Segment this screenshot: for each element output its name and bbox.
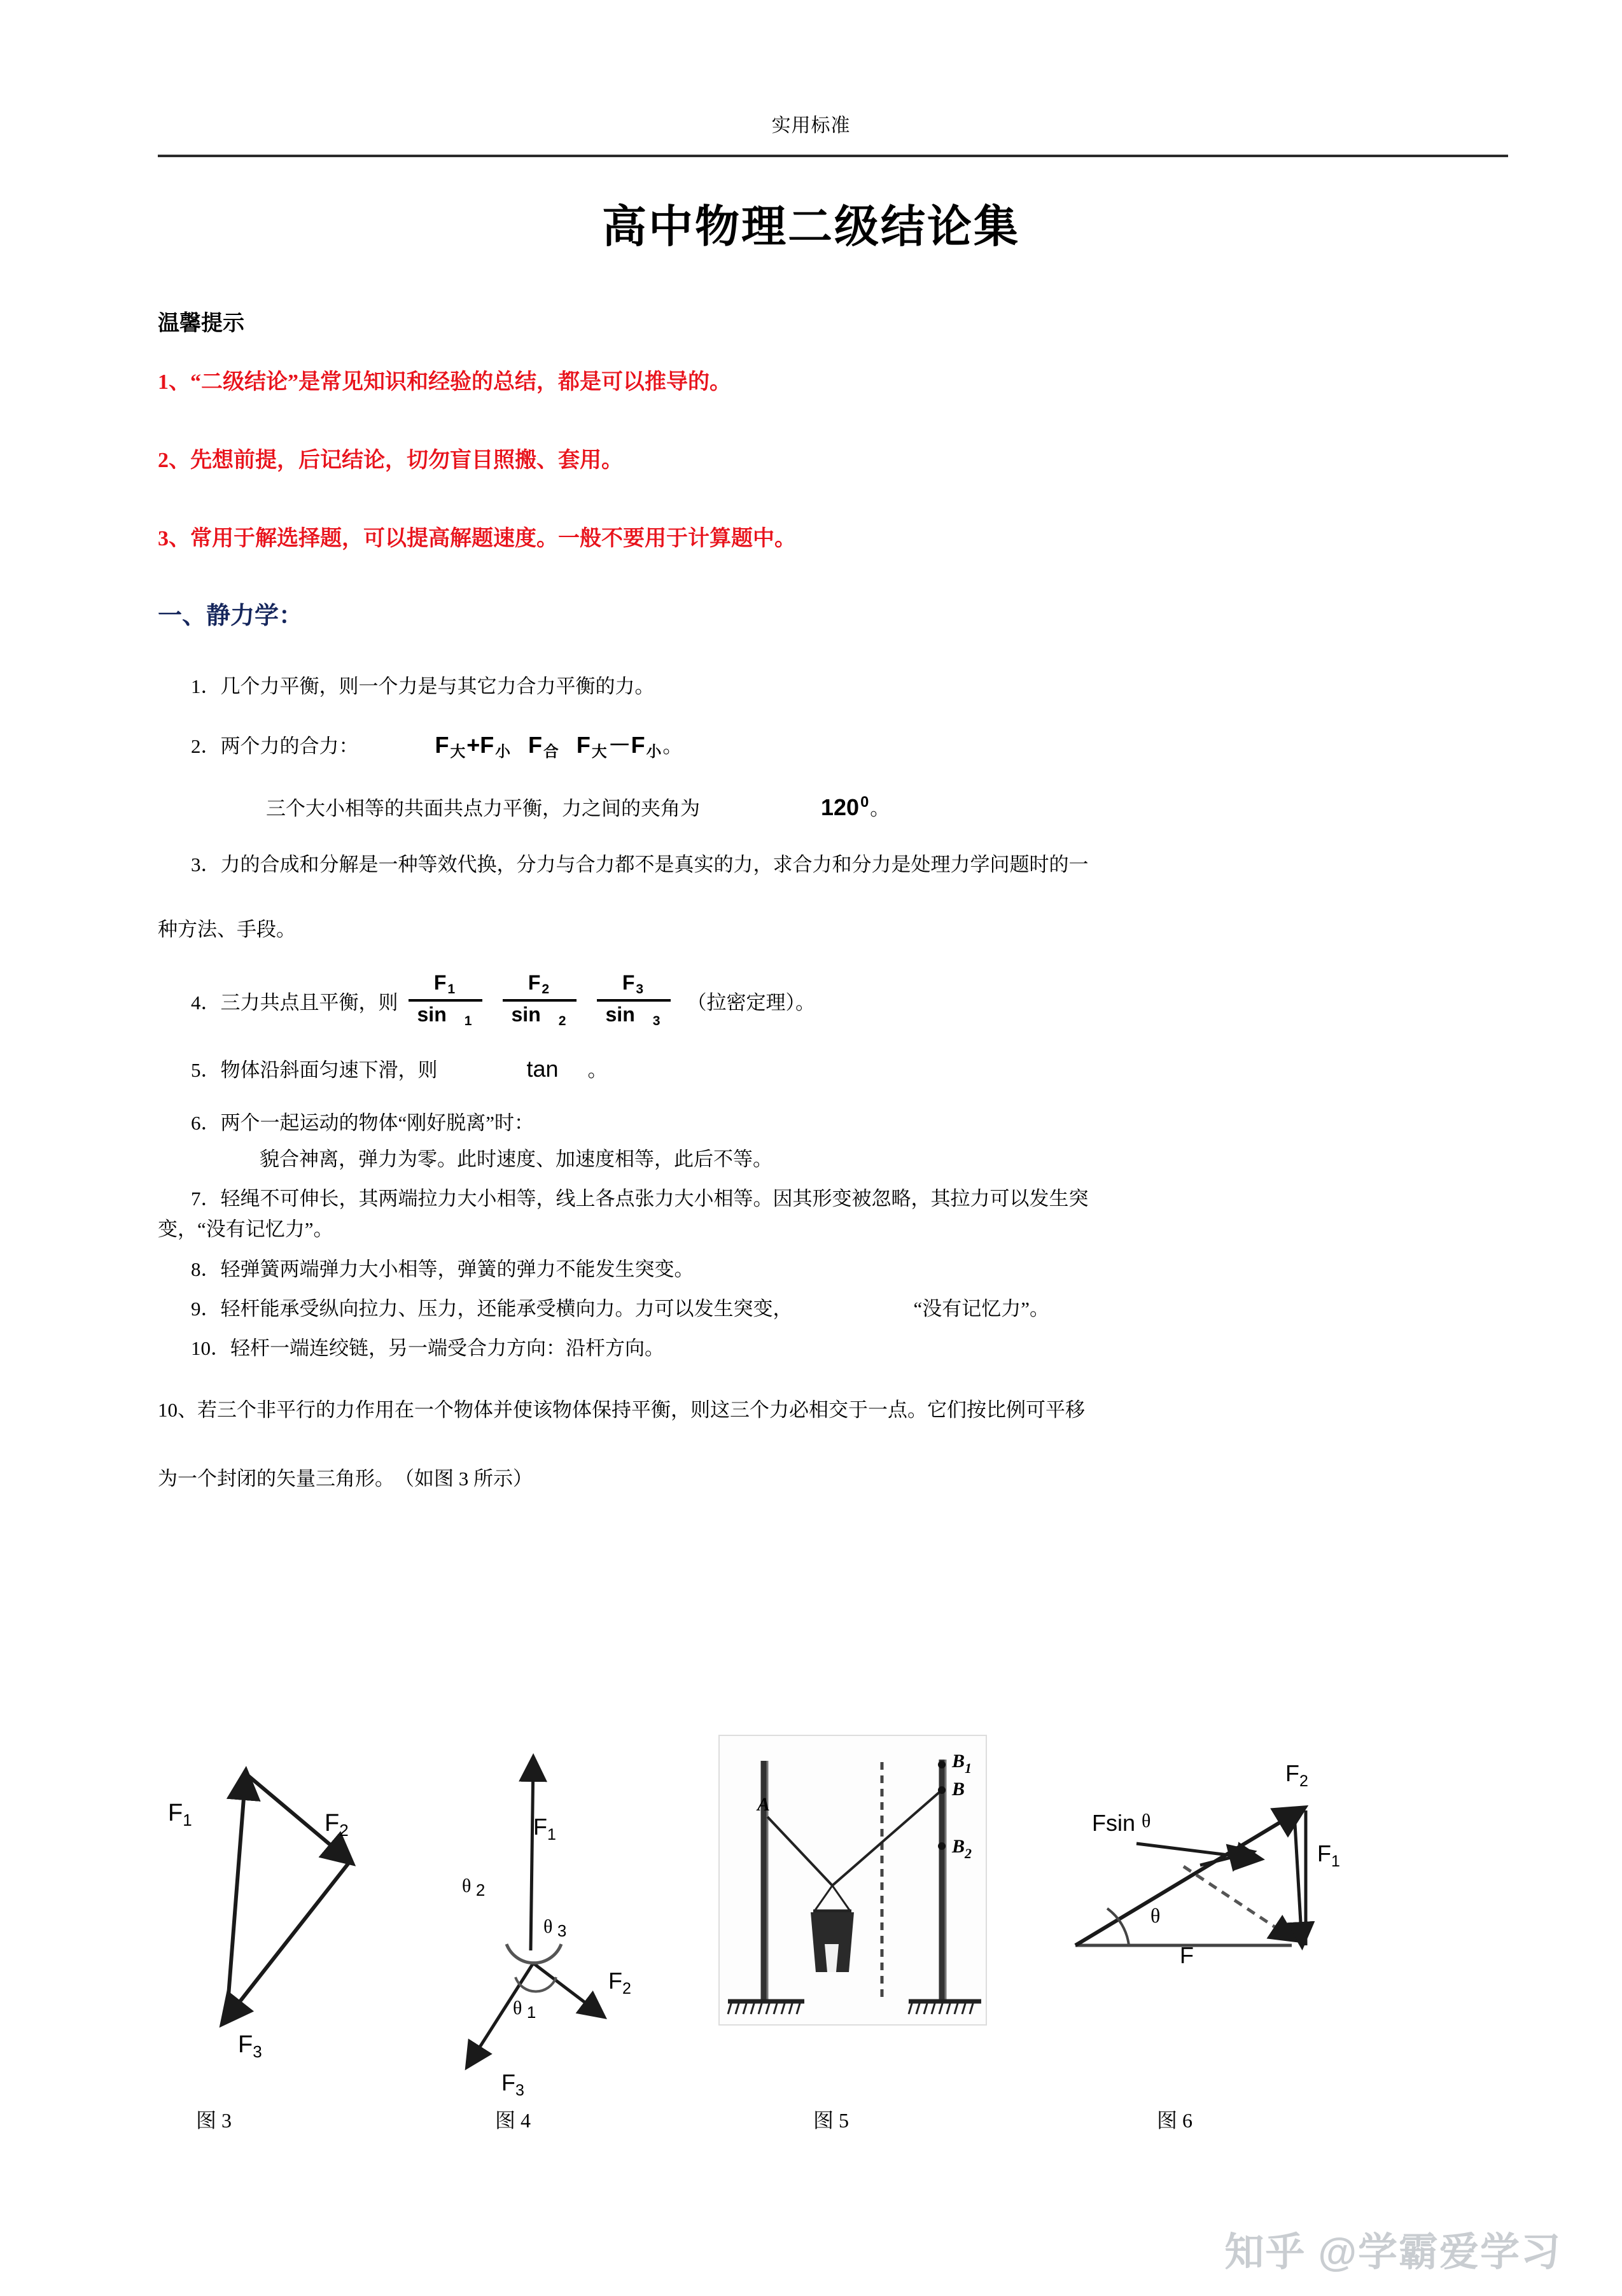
list-item-8: 8．轻弹簧两端弹力大小相等，弹簧的弹力不能发生突变。 bbox=[191, 1257, 694, 1280]
svg-text:B1: $B_1$ bbox=[952, 1751, 972, 1776]
lami-numerator-3: $F_3$ bbox=[622, 971, 644, 997]
svg-text:F3: $F_3$ bbox=[238, 2031, 262, 2061]
list-item-6-subline: 貌合神离，弹力为零。此时速度、加速度相等，此后不等。 bbox=[260, 1147, 773, 1170]
item2-formula: $F_大+F_小$ $F_合$ $F_大-F_小$ bbox=[435, 731, 662, 761]
figure-4-caption: 图 4 bbox=[495, 2109, 531, 2132]
list-item-3: 3．力的合成和分解是一种等效代换，分力与合力都不是真实的力，求合力和分力是处理力学问题时的一 bbox=[191, 853, 1089, 876]
svg-text:F2: $F_2$ bbox=[325, 1810, 349, 1840]
figure-3 bbox=[158, 1734, 438, 2132]
list-item-1: 1．几个力平衡，则一个力是与其它力合力平衡的力。 bbox=[191, 675, 655, 698]
tip-line-2: 2、先想前提，后记结论，切勿盲目照搬、套用。 bbox=[158, 449, 623, 473]
angle-120: $120^0$ bbox=[821, 794, 869, 821]
lami-numerator-2: $F_2$ bbox=[528, 971, 550, 997]
figure-4-svg bbox=[431, 1734, 711, 2116]
item4-tail: （拉密定理）。 bbox=[687, 991, 815, 1014]
lami-denominator-1: sin $_1$ bbox=[417, 1003, 472, 1029]
item5-formula: tan bbox=[526, 1056, 559, 1082]
fraction-bar bbox=[409, 999, 482, 1002]
list-item-9 bbox=[158, 1296, 1508, 1322]
item5-label: 5．物体沿斜面匀速下滑，则 bbox=[191, 1059, 438, 1082]
figure-6 bbox=[1049, 1734, 1367, 2132]
svg-text:θ 2: θ 2 bbox=[462, 1875, 486, 1900]
lami-fraction-3 bbox=[597, 972, 671, 1028]
page-title: 高中物理二级结论集 bbox=[602, 203, 1020, 252]
item9-text-a: 9．轻杆能承受纵向拉力、压力，还能承受横向力。力可以发生突变， bbox=[191, 1297, 793, 1320]
svg-text:θ 1: θ 1 bbox=[513, 1998, 536, 2022]
svg-text:Fsin θ: Fsin θ bbox=[1092, 1810, 1151, 1836]
list-item-2: 2．两个力的合力： $F_大+F_小$ $F_合$ $F_大-F_小$。 bbox=[191, 731, 683, 761]
list-item-6: 6．两个一起运动的物体“刚好脱离”时： bbox=[191, 1112, 535, 1135]
svg-text:B: B bbox=[952, 1779, 965, 1800]
lami-fraction-1 bbox=[409, 972, 482, 1028]
lami-fraction-2 bbox=[503, 972, 577, 1028]
figure-6-svg bbox=[1049, 1734, 1367, 2052]
lami-numerator-1: $F_1$ bbox=[433, 971, 456, 997]
list-item-5 bbox=[158, 1054, 1508, 1082]
svg-text:F2: $F_2$ bbox=[1285, 1760, 1308, 1790]
svg-text:F: F bbox=[1180, 1942, 1194, 1968]
figure-3-caption: 图 3 bbox=[196, 2109, 232, 2132]
svg-text:θ 3: θ 3 bbox=[543, 1916, 567, 1940]
item5-period: 。 bbox=[587, 1059, 608, 1082]
list-item-10b-continuation: 为一个封闭的矢量三角形。 （如图 3 所示） bbox=[158, 1467, 533, 1490]
item4-label: 4．三力共点且平衡，则 bbox=[191, 991, 398, 1014]
svg-text:B2: $B_2$ bbox=[952, 1836, 972, 1861]
list-item-2-subline: 三个大小相等的共面共点力平衡，力之间的夹角为 $120^0$。 bbox=[266, 794, 890, 821]
running-header: 实用标准 bbox=[771, 115, 851, 136]
tip-line-1: 1、“二级结论”是常见知识和经验的总结，都是可以推导的。 bbox=[158, 370, 731, 394]
figure-6-caption: 图 6 bbox=[1157, 2109, 1193, 2132]
svg-text:F1: $F_1$ bbox=[1317, 1840, 1340, 1870]
watermark: 知乎 @学霸爱学习 bbox=[1224, 2230, 1562, 2274]
svg-text:F2: $F_2$ bbox=[608, 1968, 631, 1998]
item2-prefix: 2．两个力的合力： bbox=[191, 734, 359, 757]
section-heading-statics: 一、静力学： bbox=[158, 603, 304, 630]
header-divider bbox=[158, 155, 1508, 157]
figure-5 bbox=[718, 1734, 1010, 2132]
svg-text:F1: $F_1$ bbox=[533, 1814, 556, 1844]
tip-line-3: 3、常用于解选择题，可以提高解题速度。一般不要用于计算题中。 bbox=[158, 527, 796, 551]
lami-denominator-3: sin $_3$ bbox=[605, 1003, 661, 1029]
figure-3-svg bbox=[158, 1734, 438, 2090]
list-item-7: 7．轻绳不可伸长，其两端拉力大小相等，线上各点张力大小相等。因其形变被忽略，其拉力可以发生突 bbox=[191, 1187, 1089, 1210]
lami-denominator-2: sin $_2$ bbox=[511, 1003, 566, 1029]
list-item-4 bbox=[158, 972, 1508, 1028]
svg-text:θ: θ bbox=[1150, 1904, 1161, 1927]
svg-text:A: A bbox=[757, 1794, 771, 1815]
tips-label: 温馨提示 bbox=[158, 312, 244, 335]
fraction-bar bbox=[503, 999, 577, 1002]
document-body bbox=[158, 305, 1508, 1491]
fraction-bar bbox=[597, 999, 671, 1002]
figure-5-svg bbox=[718, 1734, 1010, 2052]
list-item-7-continuation: 变，“没有记忆力”。 bbox=[158, 1218, 333, 1241]
figure-4 bbox=[431, 1734, 711, 2132]
svg-text:F3: $F_3$ bbox=[501, 2069, 524, 2099]
list-item-10a: 10．轻杆一端连绞链，另一端受合力方向：沿杆方向。 bbox=[191, 1337, 664, 1360]
item9-text-b: “没有记忆力”。 bbox=[913, 1297, 1050, 1320]
figure-5-caption: 图 5 bbox=[813, 2109, 849, 2132]
list-item-10b: 10、若三个非平行的力作用在一个物体并使该物体保持平衡，则这三个力必相交于一点。它们按比例可平移 bbox=[158, 1398, 1085, 1421]
list-item-3-continuation: 种方法、手段。 bbox=[158, 918, 296, 941]
svg-text:F1: $F_1$ bbox=[168, 1800, 192, 1830]
figures-row bbox=[158, 1734, 1508, 2148]
